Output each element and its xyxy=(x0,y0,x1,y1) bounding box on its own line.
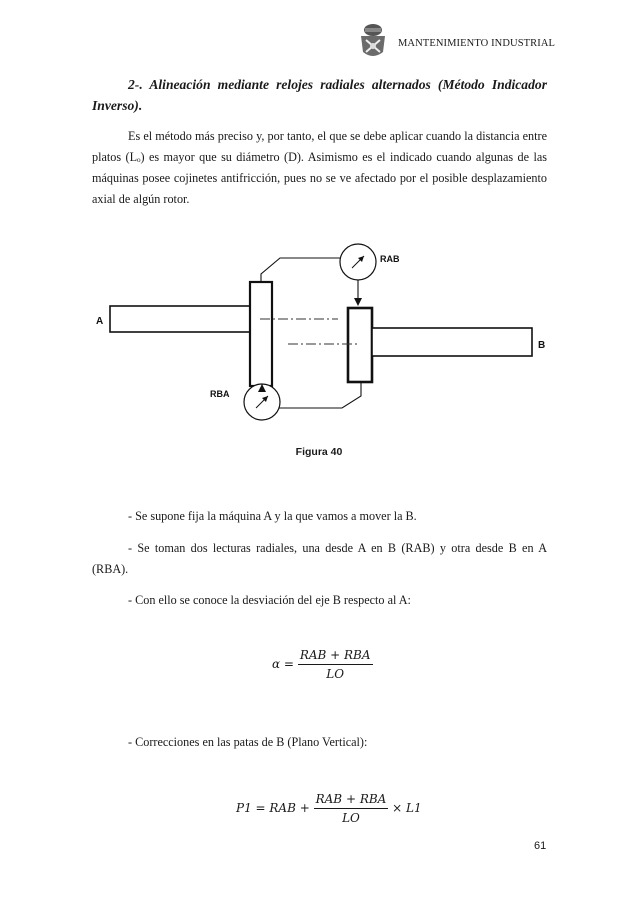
alignment-diagram xyxy=(92,236,552,426)
formula-p1-rhs: × L1 xyxy=(392,801,422,815)
step-2: - Se toman dos lecturas radiales, una desde A en B (RAB) y otra desde B en A (RBA). xyxy=(92,541,547,576)
page-number: 61 xyxy=(534,840,547,852)
intro-paragraph: Es el método más preciso y, por tanto, el que se debe aplicar cuando la distancia entre platos (Lₒ) es mayor que su diámetro (D). Asimismo es el indicado cuando algunas de las máquinas posee cojinetes antifricción, pues no se ve afectado por el posible desplazamiento axial de algún rotor. xyxy=(92,129,547,206)
formula-alpha xyxy=(272,648,373,681)
shaft-a xyxy=(110,306,250,332)
section-title: 2-. Alineación mediante relojes radiales alternados (Método Indicador Inverso). xyxy=(92,77,547,113)
formula-p1-lhs: P1 = RAB + xyxy=(236,801,310,815)
running-header: MANTENIMIENTO INDUSTRIAL xyxy=(398,38,556,49)
coupling-hub-b xyxy=(348,308,372,382)
label-rab: RAB xyxy=(380,254,400,264)
figure-caption: Figura 40 xyxy=(295,446,343,458)
step-4: - Correcciones en las patas de B (Plano Vertical): xyxy=(128,735,368,749)
formula-p1-denominator: LO xyxy=(342,811,360,825)
coupling-hub-a xyxy=(250,282,272,386)
formula-alpha-numerator: RAB + RBA xyxy=(298,648,373,665)
formula-alpha-denominator: LO xyxy=(326,667,345,681)
shaft-b xyxy=(372,328,532,356)
label-b: B xyxy=(538,340,546,351)
formula-p1 xyxy=(236,792,422,825)
formula-alpha-lhs: α = xyxy=(272,657,294,671)
formula-p1-numerator: RAB + RBA xyxy=(314,792,389,809)
label-rba: RBA xyxy=(210,389,230,399)
step-1: - Se supone fija la máquina A y la que vamos a mover la B. xyxy=(128,509,417,523)
step-3: - Con ello se conoce la desviación del eje B respecto al A: xyxy=(128,593,411,607)
university-crest-icon xyxy=(355,22,391,60)
label-a: A xyxy=(96,316,104,327)
